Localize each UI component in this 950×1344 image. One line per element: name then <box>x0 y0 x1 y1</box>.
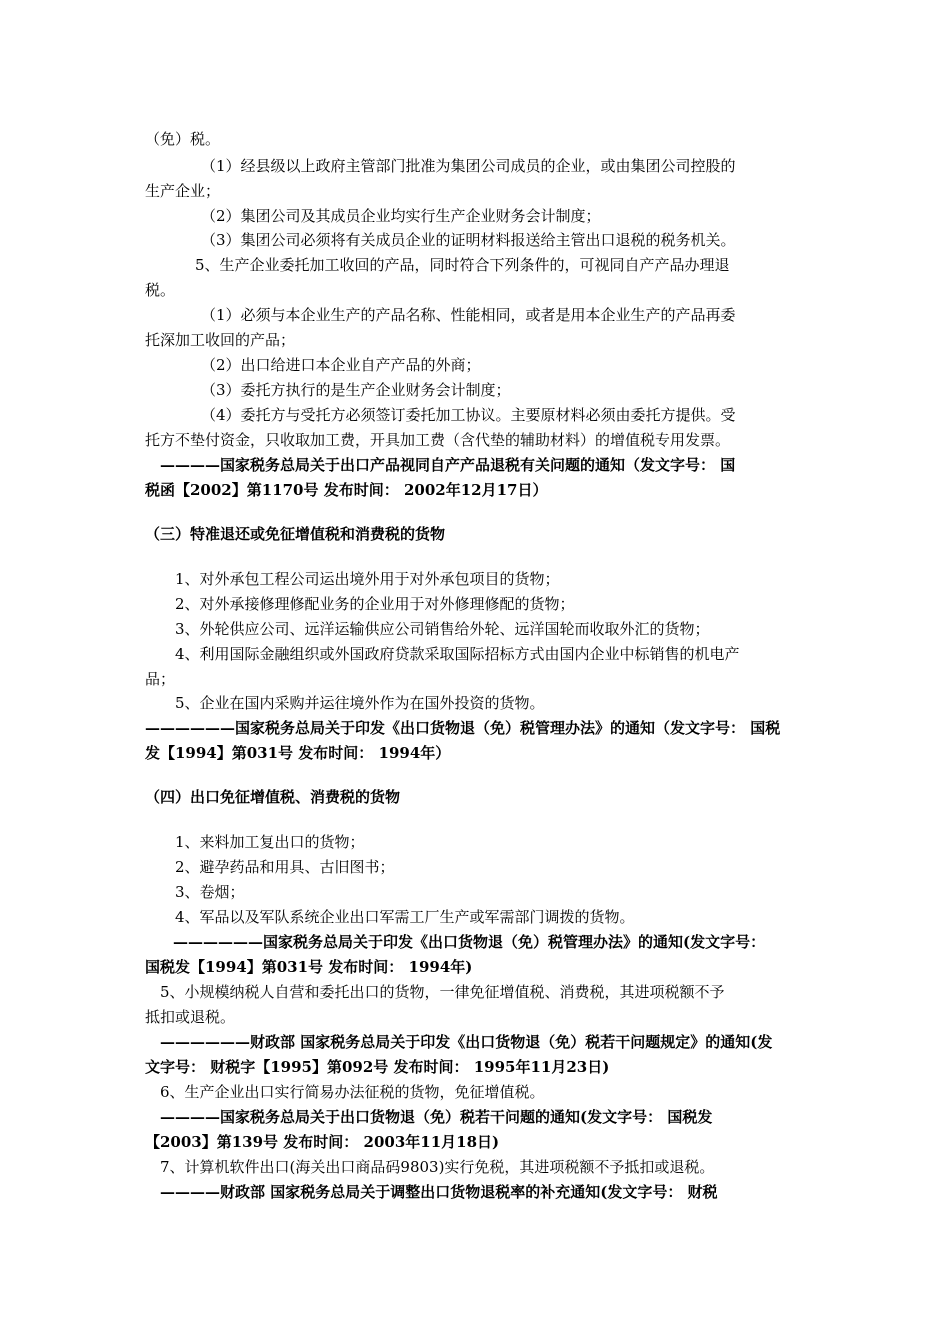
citation-line: 发【1994】第031号 发布时间： 1994年） <box>145 744 451 762</box>
text-line: （3）委托方执行的是生产企业财务会计制度； <box>201 381 511 399</box>
citation-line: ——————国家税务总局关于印发《出口货物退（免）税管理办法》的通知（发文字号： 国税 <box>145 719 781 737</box>
citation-line: ————财政部 国家税务总局关于调整出口货物退税率的补充通知(发文字号： 财税 <box>160 1183 718 1201</box>
text-line: （免）税。 <box>145 130 221 148</box>
citation-line: ————国家税务总局关于出口产品视同自产产品退税有关问题的通知（发文字号： 国 <box>160 456 736 474</box>
text-line: （1）必须与本企业生产的产品名称、性能相同，或者是用本企业生产的产品再委 <box>201 306 736 324</box>
text-line: 5、小规模纳税人自营和委托出口的货物，一律免征增值税、消费税，其进项税额不予 <box>160 983 725 1001</box>
text-line: 6、生产企业出口实行简易办法征税的货物，免征增值税。 <box>160 1083 545 1101</box>
text-line: （3）集团公司必须将有关成员企业的证明材料报送给主管出口退税的税务机关。 <box>201 231 736 249</box>
text-line: 抵扣或退税。 <box>145 1008 236 1026</box>
text-line: 7、计算机软件出口(海关出口商品码9803)实行免税，其进项税额不予抵扣或退税。 <box>160 1158 715 1176</box>
text-line: 托深加工收回的产品； <box>145 331 296 349</box>
citation-line: 【2003】第139号 发布时间： 2003年11月18日) <box>145 1133 500 1151</box>
text-line: （4）委托方与受托方必须签订委托加工协议。主要原材料必须由委托方提供。受 <box>201 406 736 424</box>
text-line: （1）经县级以上政府主管部门批准为集团公司成员的企业，或由集团公司控股的 <box>201 157 736 175</box>
text-line: 3、外轮供应公司、远洋运输供应公司销售给外轮、远洋国轮而收取外汇的货物； <box>175 620 710 638</box>
text-line: 2、避孕药品和用具、古旧图书； <box>175 858 395 876</box>
text-line: 1、对外承包工程公司运出境外用于对外承包项目的货物； <box>175 570 560 588</box>
text-line: 5、生产企业委托加工收回的产品，同时符合下列条件的，可视同自产产品办理退 <box>195 256 730 274</box>
text-line: 1、来料加工复出口的货物； <box>175 833 365 851</box>
section-heading: （四）出口免征增值税、消费税的货物 <box>145 788 401 806</box>
text-line: 5、企业在国内采购并运往境外作为在国外投资的货物。 <box>175 694 545 712</box>
text-line: （2）集团公司及其成员企业均实行生产企业财务会计制度； <box>201 207 601 225</box>
text-line: 3、卷烟； <box>175 883 245 901</box>
text-line: 4、利用国际金融组织或外国政府贷款采取国际招标方式由国内企业中标销售的机电产 <box>175 645 740 663</box>
citation-line: ——————财政部 国家税务总局关于印发《出口货物退（免）税若干问题规定》的通知(发 <box>160 1033 773 1051</box>
citation-line: 文字号： 财税字【1995】第092号 发布时间： 1995年11月23日) <box>145 1058 610 1076</box>
text-line: 生产企业； <box>145 182 221 200</box>
text-line: （2）出口给进口本企业自产产品的外商； <box>201 356 481 374</box>
text-line: 品； <box>145 670 176 688</box>
citation-line: 国税发【1994】第031号 发布时间： 1994年) <box>145 958 473 976</box>
section-heading: （三）特准退还或免征增值税和消费税的货物 <box>145 525 446 543</box>
text-line: 托方不垫付资金，只收取加工费，开具加工费（含代垫的辅助材料）的增值税专用发票。 <box>145 431 731 449</box>
citation-line: ————国家税务总局关于出口货物退（免）税若干问题的通知(发文字号： 国税发 <box>160 1108 713 1126</box>
citation-line: ——————国家税务总局关于印发《出口货物退（免）税管理办法》的通知(发文字号： <box>173 933 766 951</box>
text-line: 4、军品以及军队系统企业出口军需工厂生产或军需部门调拨的货物。 <box>175 908 635 926</box>
citation-line: 税函【2002】第1170号 发布时间： 2002年12月17日） <box>145 481 548 499</box>
text-line: 2、对外承接修理修配业务的企业用于对外修理修配的货物； <box>175 595 575 613</box>
text-line: 税。 <box>145 281 176 299</box>
